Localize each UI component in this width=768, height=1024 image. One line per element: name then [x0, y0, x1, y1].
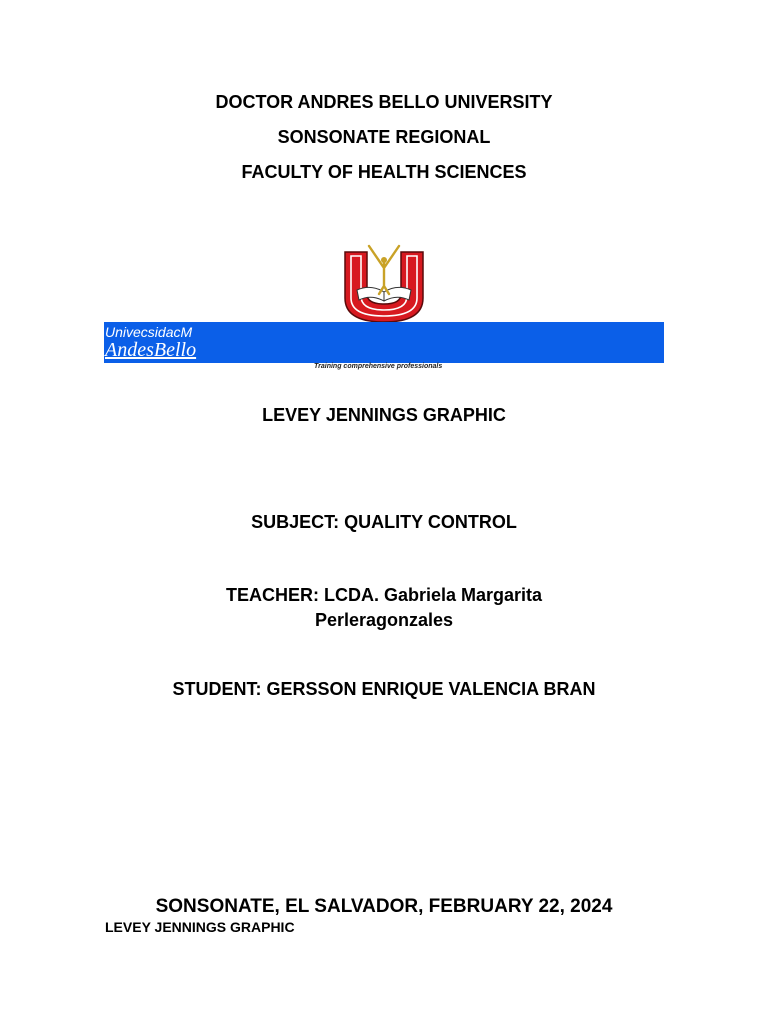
regional-name: SONSONATE REGIONAL [277, 127, 491, 147]
banner-line-1: UnivecsidacM [105, 324, 193, 340]
university-banner [104, 322, 664, 363]
tagline: Training comprehensive professionals [314, 363, 443, 370]
subject-line: SUBJECT: QUALITY CONTROL [251, 512, 517, 532]
banner-line-2: AndesBello [105, 339, 197, 361]
university-name: DOCTOR ANDRES BELLO UNIVERSITY [215, 92, 553, 112]
teacher-block [0, 583, 768, 633]
student-line: STUDENT: GERSSON ENRIQUE VALENCIA BRAN [172, 679, 596, 699]
teacher-line-2: Perleragonzales [314, 610, 454, 630]
teacher-line-1: TEACHER: LCDA. Gabriela Margarita [225, 585, 543, 605]
place-date: SONSONATE, EL SALVADOR, FEBRUARY 22, 2024 [155, 896, 613, 917]
university-u-logo-icon [343, 238, 425, 324]
document-title: LEVEY JENNINGS GRAPHIC [262, 405, 506, 425]
footer-title: LEVEY JENNINGS GRAPHIC [105, 919, 295, 935]
faculty-name: FACULTY OF HEALTH SCIENCES [241, 162, 527, 182]
